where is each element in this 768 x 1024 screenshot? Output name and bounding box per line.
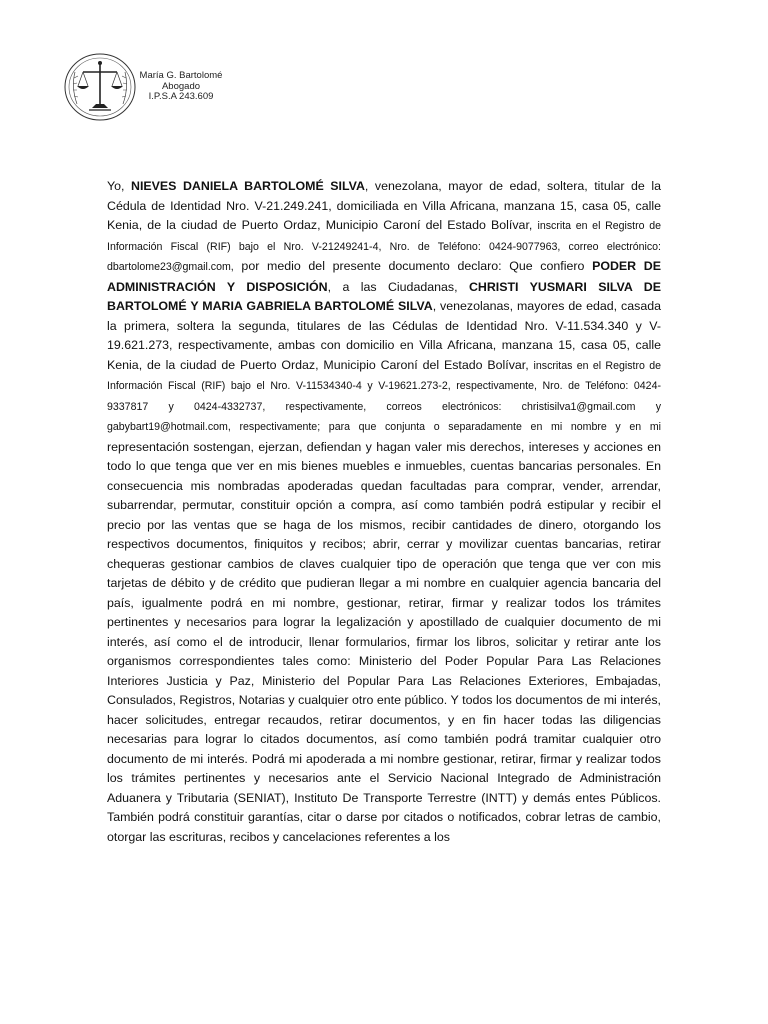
lawyer-ipsa-number: I.P.S.A 243.609	[148, 91, 214, 102]
grantor-fiscal-info: inscrita en el Registro de Información Fiscal (RIF) bajo el Nro. V-21249241-4, Nro. de Teléfono: 0424-9077963, correo electrónico: dbartolome23@gmail.com,	[107, 220, 661, 273]
letterhead-text	[121, 71, 241, 103]
grantor-name: NIEVES DANIELA BARTOLOMÉ SILVA	[131, 179, 365, 193]
text-segment: Yo,	[107, 179, 131, 193]
attorney-names: CHRISTI YUSMARI SILVA DE BARTOLOMÉ Y MARIA GABRIELA BARTOLOMÉ SILVA	[107, 279, 661, 313]
text-segment: , venezolana, mayor de edad, soltera, titular de la Cédula de Identidad Nro. V-21.249.241, domiciliada en Villa Africana, manzana 15, casa 05, calle Kenia, de la ciudad de Puerto Ordaz, Municipio Caroní del Estado Bolívar,	[107, 179, 661, 232]
text-segment: representación sostengan, ejerzan, defiendan y hagan valer mis derechos, intereses y acciones en todo lo que tenga que ver en mis bienes muebles e inmuebles, cuentas bancarias personales. En consecuencia mis nombradas apoderadas quedan facultadas para comprar, vender, arrendar, subarrendar, permutar, constituir opción a compra, así como también podrá estipular y recibir el precio por las ventas que se haga de los mismos, recibir cantidades de dinero, otorgando los respectivos documentos, finiquitos y recibos; abrir, cerrar y movilizar cuentas bancarias, retirar chequeras gestionar cambios de claves cualquier tipo de operación que tenga que ver con mis tarjetas de débito y de crédito que pudieran llegar a mi nombre en cualquier agencia bancaria del país, igualmente podrá en mi nombre, gestionar, retirar, firmar y realizar todos los trámites pertinentes y necesarios para lograr la legalización y apostillado de cualquier documento de mi interés, así como el de introducir, llenar formularios, firmar los libros, solicitar y retirar ante los organismos correspondientes tales como: Ministerio del Poder Popular Para Las Relaciones Interiores Justicia y Paz, Ministerio del Popular Para Las Relaciones Exteriores, Embajadas, Consulados, Registros, Notarias y cualquier otro ente público. Y todos los documentos de mi interés, hacer solicitudes, entregar recaudos, retirar documentos, y en fin hacer todas las diligencias necesarias para lograr lo citados documentos, así como también podrá tramitar cualquier otro documento de mi interés. Podrá mi apoderada a mi nombre gestionar, retirar, firmar y realizar todos los trámites pertinentes y necesarios ante el Servicio Nacional Integrado de Administración Aduanera y Tributaria (SENIAT), Instituto De Transporte Terrestre (INTT) y demás entes Públicos. También podrá constituir garantías, citar o darse por citados o notificados, cobrar letras de cambio, otorgar las escrituras, recibos y cancelaciones referentes a los	[107, 439, 661, 844]
lawyer-title: Abogado	[161, 80, 201, 92]
power-type: PODER DE ADMINISTRACIÓN Y DISPOSICIÓN	[107, 259, 662, 294]
attorneys-fiscal-info: inscritas en el Registro de Información Fiscal (RIF) bajo el Nro. V-11534340-4 y V-19621.273-2, respectivamente, Nro. de Teléfono: 0424-9337817 y 0424-4332737, respectivamente, correos electrónicos: christisilva1@gmail.com y gabybart19@hotmail.com, respectivamente; para que conjunta o separadamente en mi nombre y en mi	[107, 359, 661, 433]
letterhead	[63, 52, 293, 124]
lawyer-name: María G. Bartolomé	[139, 70, 223, 81]
text-segment: , venezolanas, mayores de edad, casada la primera, soltera la segunda, titulares de las Cédulas de Identidad Nro. V-11.534.340 y V-19.621.273, respectivamente, ambas con domicilio en Villa Africana, manzana 15, casa 05, calle Kenia, de la ciudad de Puerto Ordaz, Municipio Caroní del Estado Bolívar,	[107, 299, 661, 372]
text-segment: , a las Ciudadanas,	[327, 279, 469, 294]
text-segment: por medio del presente documento declaro: Que confiero	[233, 259, 593, 273]
document-body	[107, 177, 661, 847]
power-of-attorney-paragraph	[107, 177, 661, 847]
